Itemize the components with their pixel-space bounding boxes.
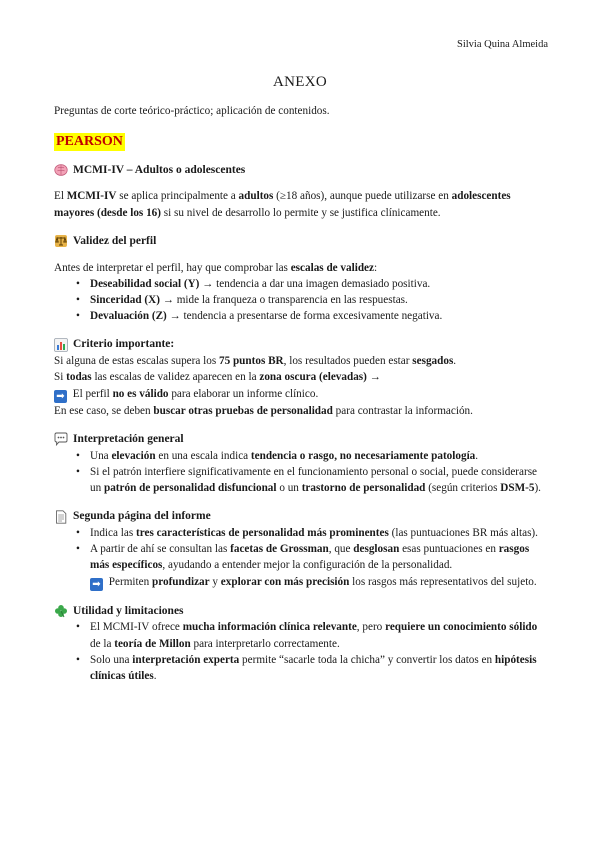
list-item: • Indica las tres características de personalidad más prominentes (las puntuaciones BR más altas). xyxy=(90,525,548,541)
validez-heading xyxy=(54,233,548,250)
list-item: • Si el patrón interfiere significativamente en el funcionamiento personal o social, puede considerarse un patrón de personalidad disfuncional o un trastorno de personalidad (según criterios DSM-5). xyxy=(90,464,548,496)
interpretacion-heading xyxy=(54,431,548,448)
segunda-heading xyxy=(54,508,548,525)
list-item: • El MCMI-IV ofrece mucha información clínica relevante, pero requiere un conocimiento sólido de la teoría de Millon para interpretarlo correctamente. xyxy=(90,619,548,651)
utilidad-heading-text: Utilidad y limitaciones xyxy=(73,604,184,617)
mcmi-heading-text: MCMI-IV – Adultos o adolescentes xyxy=(73,163,246,176)
page-icon xyxy=(54,510,68,524)
mcmi-heading xyxy=(54,162,548,179)
criterio-line-4: En ese caso, se deben buscar otras pruebas de personalidad para contrastar la información. xyxy=(54,404,473,417)
right-arrow-icon: ➡ xyxy=(54,390,67,403)
validez-lead: Antes de interpretar el perfil, hay que comprobar las escalas de validez: xyxy=(54,261,378,274)
segunda-heading-text: Segunda página del informe xyxy=(73,510,211,523)
validez-heading-text: Validez del perfil xyxy=(73,234,157,247)
utilidad-heading xyxy=(54,603,548,620)
list-item: • Una elevación en una escala indica tendencia o rasgo, no necesariamente patología. xyxy=(90,448,548,464)
utilidad-list xyxy=(54,619,548,684)
interpretacion-list xyxy=(54,448,548,497)
list-item: • Deseabilidad social (Y) → tendencia a dar una imagen demasiado positiva. xyxy=(90,276,548,292)
intro-text: Preguntas de corte teórico-práctico; aplicación de contenidos. xyxy=(54,105,330,117)
criterio-heading xyxy=(54,336,548,353)
brain-icon xyxy=(54,163,68,177)
list-item: • Devaluación (Z) → tendencia a presentarse de forma excesivamente negativa. xyxy=(90,308,548,324)
right-arrow-icon: ➡ xyxy=(90,578,103,591)
list-item: • A partir de ahí se consultan las facetas de Grossman, que desglosan esas puntuaciones en rasgos más específicos, ayudando a entender mejor la configuración de la personalidad. ➡ Permiten profundizar y explorar con más precisión los rasgos más representativos del sujeto. xyxy=(90,541,548,590)
validez-list xyxy=(54,276,548,325)
criterio-heading-text: Criterio importante: xyxy=(73,338,175,351)
speech-bubble-icon xyxy=(54,432,68,446)
list-item: • Solo una interpretación experta permite “sacarle toda la chicha” y convertir los datos en hipótesis clínicas útiles. xyxy=(90,652,548,684)
interpretacion-heading-text: Interpretación general xyxy=(73,432,184,445)
pearson-heading: PEARSON xyxy=(56,134,123,150)
balance-scale-icon xyxy=(54,234,68,248)
document-content xyxy=(54,103,548,684)
segunda-list xyxy=(54,525,548,591)
criterio-line-2: Si todas las escalas de validez aparecen en la zona oscura (elevadas) → xyxy=(54,371,381,384)
criterio-line-3: ➡ El perfil no es válido para elaborar un informe clínico. xyxy=(54,386,548,403)
clover-icon xyxy=(54,604,68,618)
list-item: • Sinceridad (X) → mide la franqueza o transparencia en las respuestas. xyxy=(90,292,548,308)
author-name: Silvia Quina Almeida xyxy=(457,39,548,50)
bar-chart-icon xyxy=(54,338,68,352)
mcmi-paragraph: El MCMI-IV se aplica principalmente a adultos (≥18 años), aunque puede utilizarse en adolescentes mayores (desde los 16) si su nivel de desarrollo lo permite y se justifica clínicamente. xyxy=(54,190,511,219)
page-title: ANEXO xyxy=(273,74,327,90)
criterio-line-1: Si alguna de estas escalas supera los 75 puntos BR, los resultados pueden estar sesgados. xyxy=(54,355,457,368)
